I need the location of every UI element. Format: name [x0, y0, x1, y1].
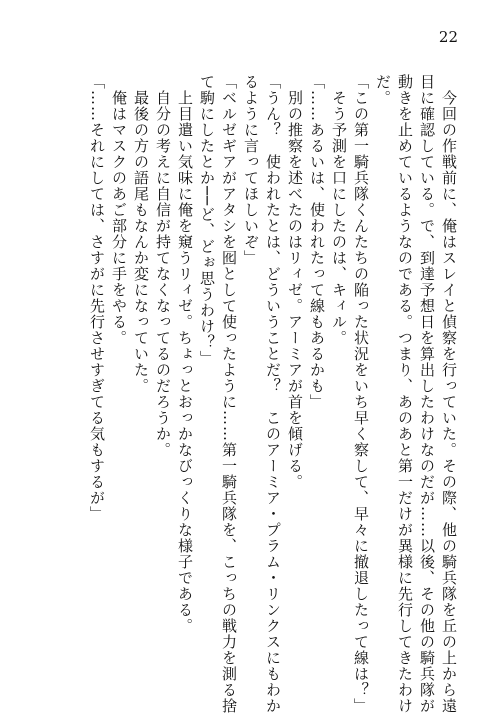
page-number: 22	[438, 28, 458, 46]
text-line: だ。	[374, 74, 392, 106]
text-line: 目に確認している。で、到達予想日を算出したわけなのだが……以後、その他の騎兵隊が	[418, 74, 436, 714]
text-line: 「ベルゼギアがアタシを囮として使ったように……第一騎兵隊を、こっちの戦力を測る捨	[220, 74, 238, 714]
text-line: るように言ってほしいぞ」	[242, 74, 260, 266]
novel-text	[86, 74, 460, 714]
text-line: 今回の作戦前に、俺はスレイと偵察を行っていた。その際、他の騎兵隊を丘の上から遠	[440, 74, 458, 714]
text-line: 上目遣い気味に俺を窺うリィゼ。ちょっとおっかなびっくりな様子である。	[176, 74, 194, 634]
text-line: 動きを止めているようなのである。つまり、あのあと第一だけが異様に先行してきたわけ	[396, 74, 414, 714]
text-line: 最後の方の語尾もなんか変になっていた。	[132, 74, 150, 394]
text-line: て駒にしたとか──ど、どぉ思うわけ？」	[198, 74, 216, 367]
text-line: 「うん？ 使われたとは、どういうことだ？ このアーミア・プラム・リンクスにもわか	[264, 74, 282, 714]
text-line: 「……それにしては、さすがに先行させすぎてる気もするが」	[88, 74, 106, 522]
text-line: 別の推察を述べたのはリィゼ。アーミアが首を傾げる。	[286, 74, 304, 490]
text-line: 「……あるいは、使われたって線もあるかも」	[308, 74, 326, 410]
text-line: そう予測を口にしたのは、キィル。	[330, 74, 348, 346]
text-line: 「この第一騎兵隊くんたちの陥った状況をいち早く察して、早々に撤退したって線は？」	[352, 74, 370, 714]
text-line: 俺はマスクのあご部分に手をやる。	[110, 74, 128, 346]
text-line: 自分の考えに自信が持てなくなってるのだろうか。	[154, 74, 172, 458]
